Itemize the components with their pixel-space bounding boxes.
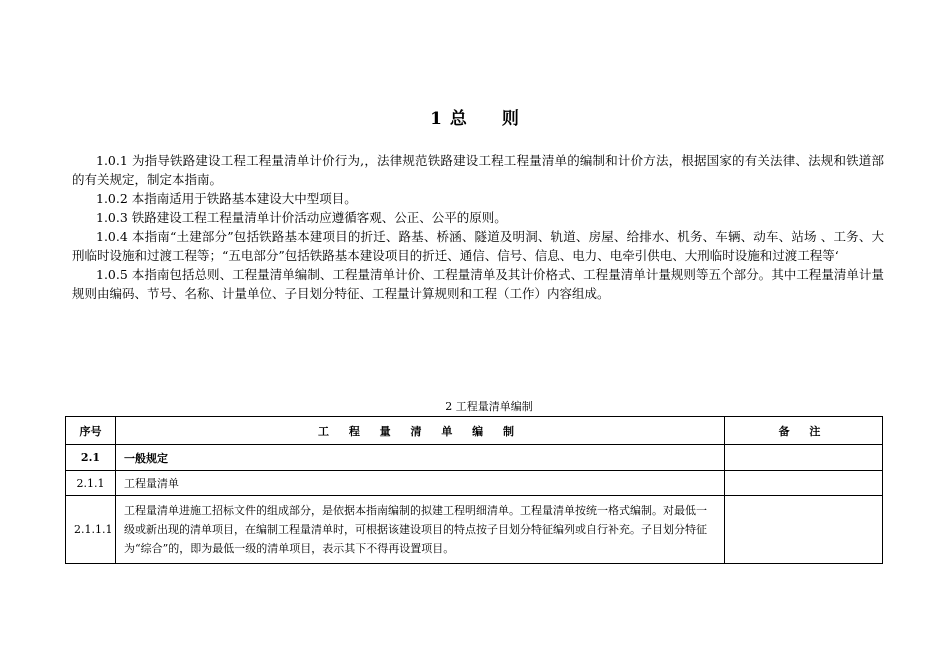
section-title-char-2: 则 [501, 109, 520, 129]
row-note [725, 496, 883, 564]
row-content: 工程量清单 [116, 471, 725, 496]
header-note: 备 注 [725, 417, 883, 445]
paragraph-1-0-4: 1.0.4 本指南“土建部分”包括铁路基本建项目的折迁、路基、桥涵、隧道及明洞、轨道、房屋、给排水、机务、车辆、动车、站场 、工务、大刑临时设施和过渡工程等；“五电部分”包括铁路基本建设项目的折迁、通信、信号、信息、电力、电牵引供电、大刑临时设施和过渡工程等‘ [72, 229, 884, 263]
row-note [725, 471, 883, 496]
bill-of-quantities-table [65, 416, 883, 564]
table-row [66, 471, 883, 496]
row-content: 一般规定 [116, 445, 725, 471]
section-heading [0, 104, 950, 129]
row-no: 2.1.1 [66, 471, 116, 496]
section-title-char-1: 总 [449, 109, 468, 129]
paragraph-1-0-1: 1.0.1 为指导铁路建设工程工程量清单计价行为,，法律规范铁路建设工程工程量清单的编制和计价方法，根据国家的有关法律、法规和铁道部的有关规定，制定本指南。 [72, 153, 884, 187]
row-no: 2.1.1.1 [66, 496, 116, 564]
paragraph-1-0-5: 1.0.5 本指南包括总则、工程量清单编制、工程量清单计价、工程量清单及其计价格式、工程量清单计量规则等五个部分。其中工程量清单计量规则由编码、节号、名称、计量单位、子目划分特征、工程量计算规则和工程（工作）内容组成。 [72, 267, 884, 301]
table-row [66, 496, 883, 564]
row-note [725, 445, 883, 471]
table-caption: 2 工程量清单编制 [445, 400, 533, 413]
table-header-row [66, 417, 883, 445]
general-provisions-text [72, 151, 884, 303]
section-number: 1 [430, 109, 443, 129]
header-no: 序号 [66, 417, 116, 445]
row-content: 工程量清单进施工招标文件的组成部分，是依据本指南编制的拟建工程明细清单。工程量清单按统一格式编制。对最低一级或新出现的清单项目，在编制工程量清单时，可根据该建设项目的特点按子目划分特征编列或自行补充。子目划分特征为“综合”的，即为最低一级的清单项目，表示其下不得再设置项目。 [116, 496, 725, 564]
paragraph-1-0-2: 1.0.2 本指南适用于铁路基本建设大中型项目。 [96, 191, 357, 206]
table-row [66, 445, 883, 471]
header-content: 工 程 量 清 单 编 制 [116, 417, 725, 445]
row-no: 2.1 [66, 445, 116, 471]
paragraph-1-0-3: 1.0.3 铁路建设工程工程量清单计价活动应遵循客观、公正、公平的原则。 [96, 210, 507, 225]
